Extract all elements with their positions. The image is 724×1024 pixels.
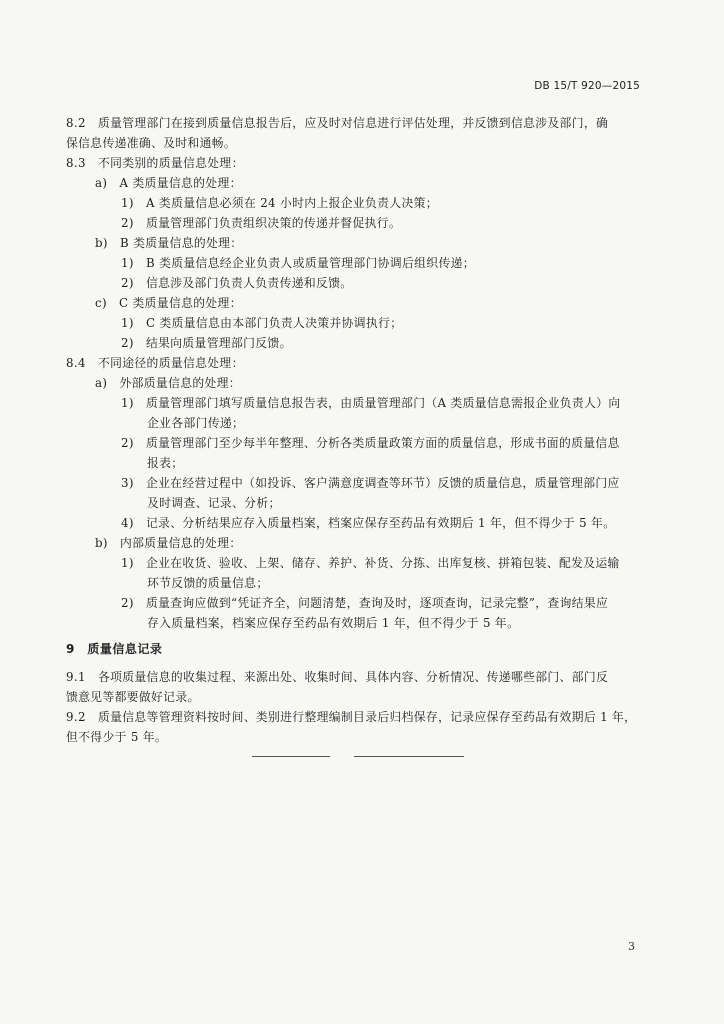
- internal-item-2-line-2: 存入质量档案，档案应保存至药品有效期后 1 年，但不得少于 5 年。: [147, 616, 520, 630]
- external-item-3-line-1: 3) 企业在经营过程中（如投诉、客户满意度调查等环节）反馈的质量信息，质量管理部门应: [121, 476, 620, 490]
- external-item-2-line-2: 报表；: [147, 456, 184, 470]
- section-9-title: 9 质量信息记录: [66, 642, 163, 656]
- clause-8-3-heading: 8.3 不同类别的质量信息处理：: [66, 156, 244, 170]
- item-c-2: 2) 结果向质量管理部门反馈。: [121, 336, 292, 350]
- clause-9-1-line-1: 9.1 各项质量信息的收集过程、来源出处、收集时间、具体内容、分析情况、传递哪些部门、部门反: [66, 670, 609, 684]
- internal-info-heading: b) 内部质量信息的处理：: [95, 536, 242, 550]
- clause-9-1-line-2: 馈意见等都要做好记录。: [66, 690, 200, 704]
- external-item-4: 4) 记录、分析结果应存入质量档案，档案应保存至药品有效期后 1 年，但不得少于 5 年。: [121, 516, 616, 530]
- item-a-1: 1) A 类质量信息必须在 24 小时内上报企业负责人决策；: [121, 196, 438, 210]
- external-item-1-line-2: 企业各部门传递；: [147, 416, 245, 430]
- item-a-2: 2) 质量管理部门负责组织决策的传递并督促执行。: [121, 216, 402, 230]
- item-b-heading: b) B 类质量信息的处理：: [95, 236, 243, 250]
- item-a-heading: a) A 类质量信息的处理：: [95, 176, 242, 190]
- end-rule-right: [354, 756, 464, 757]
- item-b-1: 1) B 类质量信息经企业负责人或质量管理部门协调后组织传递；: [121, 256, 475, 270]
- external-item-1-line-1: 1) 质量管理部门填写质量信息报告表，由质量管理部门（A 类质量信息需报企业负责人）向: [121, 396, 621, 410]
- external-item-3-line-2: 及时调查、记录、分析；: [147, 496, 281, 510]
- internal-item-1-line-2: 环节反馈的质量信息；: [147, 576, 269, 590]
- external-info-heading: a) 外部质量信息的处理：: [95, 376, 241, 390]
- internal-item-1-line-1: 1) 企业在收货、验收、上架、储存、养护、补货、分拣、出库复核、拼箱包装、配发及运输: [121, 556, 620, 570]
- clause-9-2-line-2: 但不得少于 5 年。: [66, 730, 168, 744]
- standard-code: DB 15/T 920—2015: [534, 80, 640, 92]
- item-c-heading: c) C 类质量信息的处理：: [95, 296, 242, 310]
- item-c-1: 1) C 类质量信息由本部门负责人决策并协调执行；: [121, 316, 403, 330]
- end-rule-left: [252, 756, 330, 757]
- external-item-2-line-1: 2) 质量管理部门至少每半年整理、分析各类质量政策方面的质量信息，形成书面的质量信息: [121, 436, 620, 450]
- clause-9-2-line-1: 9.2 质量信息等管理资料按时间、类别进行整理编制目录后归档保存，记录应保存至药品有效期后 1 年，: [66, 710, 637, 724]
- clause-8-2-line-2: 保信息传递准确、及时和通畅。: [66, 136, 237, 150]
- page-number: 3: [628, 940, 635, 953]
- internal-item-2-line-1: 2) 质量查询应做到“凭证齐全，问题清楚，查询及时，逐项查询，记录完整”，查询结果应: [121, 596, 609, 610]
- clause-8-2-line-1: 8.2 质量管理部门在接到质量信息报告后，应及时对信息进行评估处理，并反馈到信息涉及部门，确: [66, 116, 609, 130]
- item-b-2: 2) 信息涉及部门负责人负责传递和反馈。: [121, 276, 353, 290]
- clause-8-4-heading: 8.4 不同途径的质量信息处理：: [66, 356, 244, 370]
